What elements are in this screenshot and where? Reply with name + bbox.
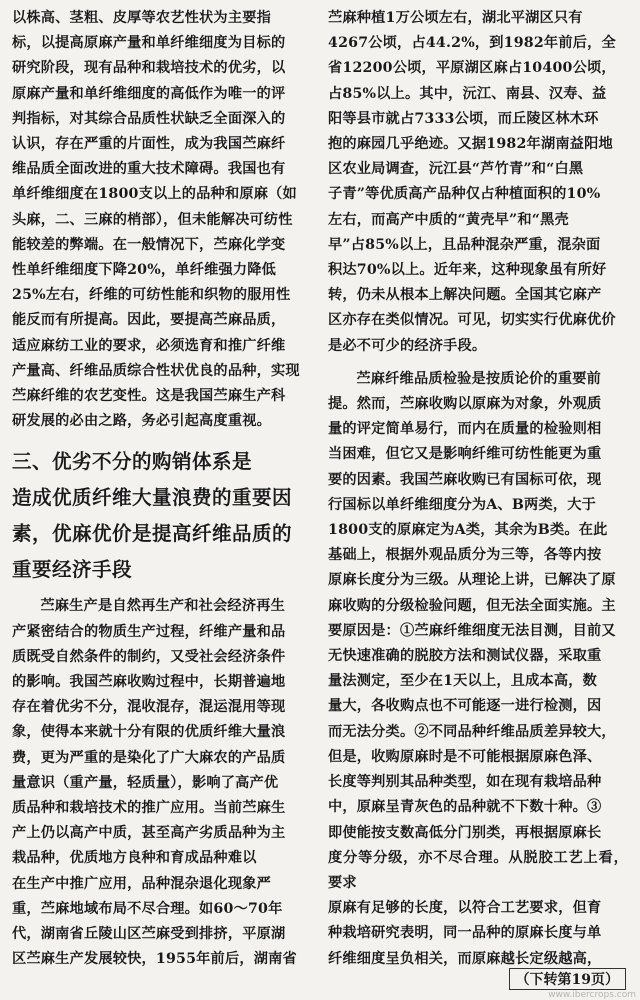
left-column: [12, 6, 312, 973]
left-paragraph-2: 苎麻生产是自然再生产和社会经济再生 产紧密结合的物质生产过程，纤维产量和品 质既受自然条件的制约，又受社会经济条件 的影响。我国苎麻收购过程中，长期普遍地 存在着优劣不分，混收混存，混运混用等现 象，使得本来就十分有限的优质纤维大量浪 费，更为严重的是染化了广大麻农的产品质 量意识（重产量，轻质量），影响了高产优 质品种和栽培技术的推广应用。当前苎麻生 产上仍以高产中质，甚至高产劣质品种为主 栽品种，优质地方良种和育成品种难以 在生产中推广应用，品种混杂退化现象严 重，苎麻地域布局不尽合理。如60～70年 代，湖南省丘陵山区苎麻受到排挤，平原湖 区苎麻生产发展较快，1955年前后，湖南省: [12, 598, 297, 968]
right-paragraph-2: 苎麻纤维品质检验是按质论价的重要前 提。然而，苎麻收购以原麻为对象，外观质 量的评定简单易行，而内在质量的检验则相 当困难，但它又是影响纤维可纺性能更为重 要的因素。我国苎麻收购已有国标可依，现 行国标以单纤维细度分为A、B两类，大于 1800支的原麻定为A类，其余为B类。在此 基础上，根据外观品质分为三等，各等内按 原麻长度分为三级。从理论上讲，已解决了原 麻收购的分级检验问题，但无法全面实施。主 要原因是：①苎麻纤维细度无法目测，目前又 无快速准确的脱胶方法和测试仪器，采取重 量法测定，至少在1天以上，且成本高，数 量大，各收购点也不可能逐一进行检测，因 而无法分类。②不同品种纤维品质差异较大， 但是，收购原麻时是不可能根据原麻色泽、 长度等判别其品种类型，如在现有栽培品种 中，原麻呈青灰色的品种就不下数十种。③ 即使能按支数高低分门别类，再根据原麻长 度分等分级，亦不尽合理。从脱胶工艺上看，要求 原麻有足够的长度，以符合工艺要求，但育 种栽培研究表明，同一品种的原麻长度与单 纤维细度呈负相关，而原麻越长定级越高，: [328, 370, 628, 967]
watermark: www.ibercrops.com: [548, 990, 636, 1000]
right-paragraph-1: 苎麻种植1万公顷左右，湖北平湖区只有 4267公顷，占44.2%，到1982年前后，全 省12200公顷，平原湖区麻占10400公顷， 占85%以上。其中，沅江、南县、汉寿、益 阳等县市就占7333公顷，而丘陵区林木环 抱的麻园几乎绝迹。又据1982年湖南益阳地 区农业局调查，沅江县“芦竹青”和“白黑 子青”等优质高产品种仅占种植面积的10% 左右，而高产中质的“黄壳早”和“黑壳 早”占85%以上，且品种混杂严重，混杂面 积达70%以上。近年来，这种现象虽有所好 转，仍未从根本上解决问题。全国其它麻产 区亦存在类似情况。可见，切实实行优麻优价 是必不可少的经济手段。: [328, 10, 616, 354]
section-heading: 三、优劣不分的购销体系是 造成优质纤维大量浪费的重要因 素，优麻优价是提高纤维品质的 重要经济手段: [12, 450, 293, 582]
continued-note: （下转第19页）: [509, 968, 626, 990]
right-column: [328, 6, 628, 972]
left-paragraph-1: 以株高、茎粗、皮厚等农艺性状为主要指 标，以提高原麻产量和单纤维细度为目标的 研究阶段，现有品种和栽培技术的优劣，以 原麻产量和单纤维细度的高低作为唯一的评 判指标，对其综合品质性状缺乏全面深入的 认识，存在严重的片面性，成为我国苎麻纤 维品质全面改进的重大技术障碍。我国也有 单纤维细度在1800支以上的品种和原麻（如 头麻，二、三麻的梢部），但未能解决可纺性 能较差的弊端。在一般情况下，苎麻化学变 性单纤维细度下降20%，单纤维强力降低 25%左右，纤维的可纺性能和织物的服用性 能反而有所提高。因此，要提高苎麻品质， 适应麻纺工业的要求，必须选育和推广纤维 产量高、纤维品质综合性状优良的品种，实现 苎麻纤维的农艺变性。这是我国苎麻生产科 研发展的必由之路，务必引起高度重视。: [12, 10, 300, 430]
